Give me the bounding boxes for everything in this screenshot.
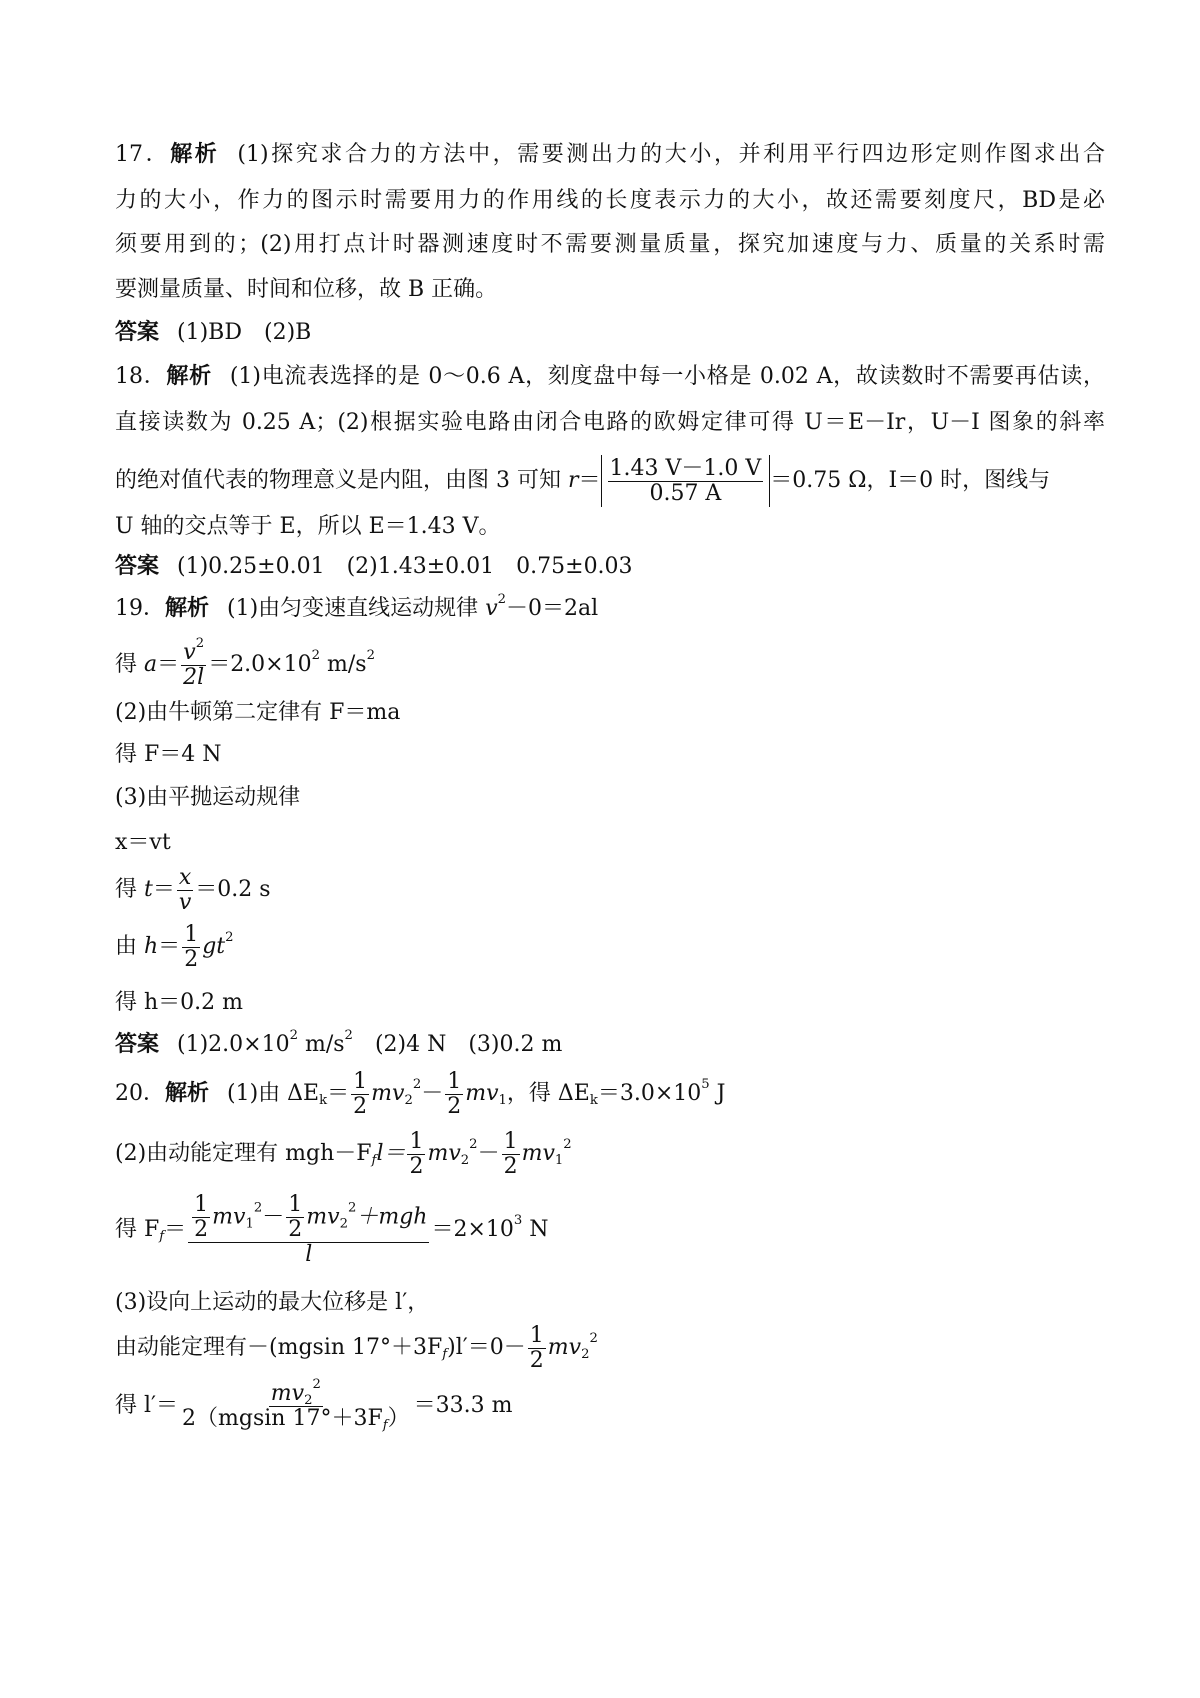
q20-line-5: 由动能定理有－(mgsin $17^\circ+3F_f)l'=0-$ $\frac{1}{2}$ $mv_2^2$ [115, 1322, 598, 1373]
q18-number: 18． [115, 364, 167, 389]
q20-line-6: 得 l′＝ $\frac{mv_2^2}{2(mgsin 17^\circ+3F_f)}$ ＝33.3 m [115, 1376, 513, 1433]
q20-line-1: 20．解析 (1)由 $\Delta E_k=$ $\frac{1}{2}$ $mv_2^2-$ $\frac{1}{2}$ $mv_1$，得 $\Delta E_k=3.0\times 10^5$ J [115, 1068, 726, 1119]
q19-line-3: (2)由牛顿第二定律有 F＝ma [115, 700, 401, 725]
q19-line-1: 19．解析 (1)由匀变速直线运动规律 $v^2-0=2al$ [115, 592, 599, 621]
q20-line-3: 得 $F_f=$ $\frac{1}{2}$ $mv_1^2-$ $\frac{1}{2}$ $mv_2^2+mgh$ l $=2\times 10^3$ N [115, 1192, 549, 1267]
q17-answer: 答案 (1)BD (2)B [115, 320, 312, 345]
q17-line-2: 力的大小，作力的图示时需要用力的作用线的长度表示力的大小，故还需要刻度尺，BD是必 [115, 188, 1105, 213]
q18-label: 解析 [166, 364, 212, 389]
absolute-value: $\frac{1.43 V-1.0 V}{0.57 A}$ [601, 455, 771, 507]
q18-line-1: 18．解析 (1)电流表选择的是 0～0.6 A，刻度盘中每一小格是 0.02 A，故读数时不需要再估读， [115, 364, 1105, 389]
q18-line-2: 直接读数为 0.25 A；(2)根据实验电路由闭合电路的欧姆定律可得 U＝E－Ir，U－I 图象的斜率 [115, 410, 1105, 435]
q17-number: 17． [115, 142, 171, 167]
q17-line-1: 17．解析 (1)探究求合力的方法中，需要测出力的大小，并利用平行四边形定则作图求出合 [115, 142, 1105, 167]
q18-line-4: U 轴的交点等于 E，所以 E＝1.43 V。 [115, 514, 501, 539]
q19-line-2: 得 a＝ $\frac{v^2}{2l}$ $=2.0\times 10^2$ $m/s^2$ [115, 635, 375, 690]
q20-line-2: (2)由动能定理有 $mgh-F_fl=$ $\frac{1}{2}$ $mv_2^2-$ $\frac{1}{2}$ $mv_1^2$ [115, 1128, 572, 1179]
q17-line-4: 要测量质量、时间和位移，故 B 正确。 [115, 277, 498, 302]
q18-answer: 答案 (1)0.25±0.01 (2)1.43±0.01 0.75±0.03 [115, 554, 633, 579]
q17-line-3: 须要用到的；(2)用打点计时器测速度时不需要测量质量，探究加速度与力、质量的关系时需 [115, 232, 1105, 257]
q17-label: 解析 [170, 142, 220, 167]
q19-line-9: 得 h＝0.2 m [115, 990, 244, 1015]
q19-answer: 答案 $(1)2.0\times 10^2$ $m/s^2$ (2)4 N (3)0.2 m [115, 1028, 563, 1057]
q19-line-8: 由 h＝ $\frac{1}{2}$ $gt^2$ [115, 921, 234, 972]
q18-line-3: 的绝对值代表的物理意义是内阻，由图 3 可知 r＝ $\frac{1.43 V-1.0 V}{0.57 A}$ ＝0.75 Ω，I＝0 时，图线与 [115, 455, 1051, 506]
q19-line-5: (3)由平抛运动规律 [115, 785, 301, 810]
q20-line-4: (3)设向上运动的最大位移是 l′， [115, 1290, 430, 1315]
q19-line-4: 得 F＝4 N [115, 742, 222, 767]
q19-line-7: 得 t＝ $\frac{x}{v}$ ＝0.2 s [115, 864, 271, 915]
q19-line-6: x＝vt [115, 830, 171, 855]
